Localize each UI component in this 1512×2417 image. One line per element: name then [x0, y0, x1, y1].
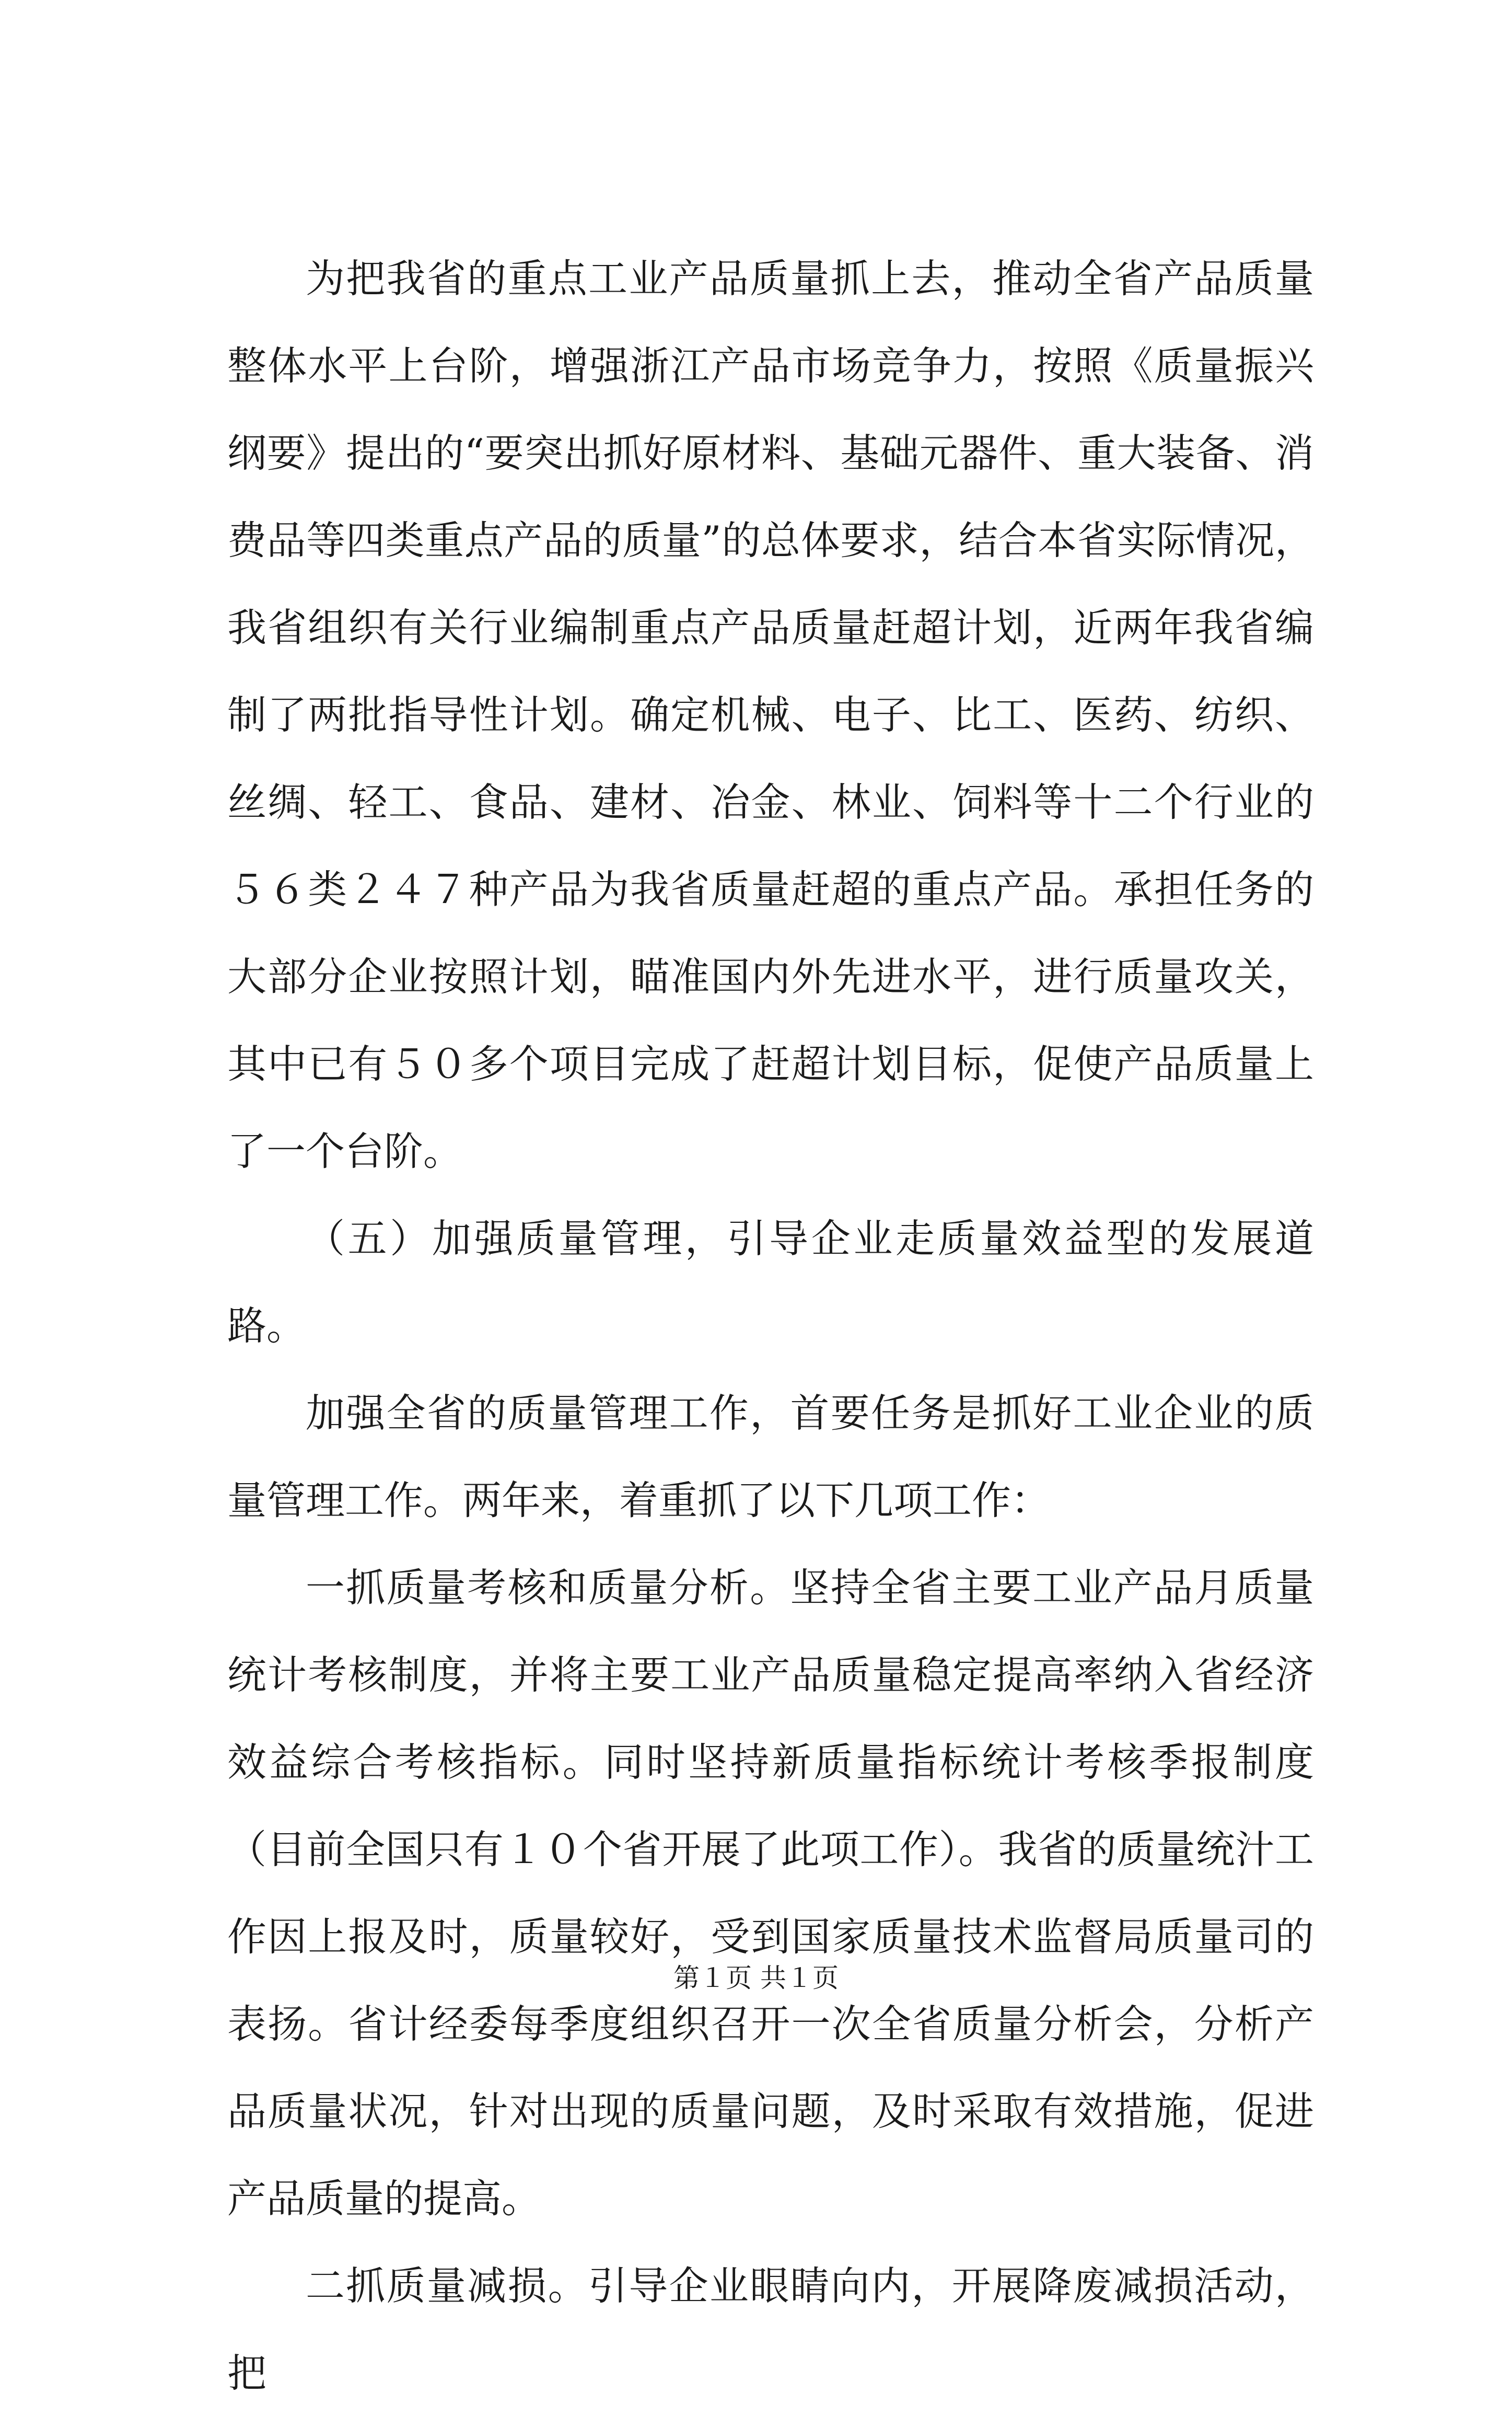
- paragraph-quality-catch-up-plan: 为把我省的重点工业产品质量抓上去，推动全省产品质量整体水平上台阶，增强浙江产品市场竞争力，按照《质量振兴纲要》提出的“要突出抓好原材料、基础元器件、重大装备、消费品等四类重点产品的质量”的总体要求，结合本省实际情况，我省组织有关行业编制重点产品质量赶超计划，近两年我省编制了两批指导性计划。确定机械、电子、比工、医药、纺织、丝绸、轻工、食品、建材、冶金、林业、饲料等十二个行业的５６类２４７种产品为我省质量赶超的重点产品。承担任务的大部分企业按照计划，瞄准国内外先进水平，进行质量攻关，其中已有５０多个项目完成了赶超计划目标，促使产品质量上了一个台阶。: [227, 256, 1314, 1174]
- paragraph-quality-assessment: 一抓质量考核和质量分析。坚持全省主要工业产品月质量统计考核制度，并将主要工业产品质量稳定提高率纳入省经济效益综合考核指标。同时坚持新质量指标统计考核季报制度（目前全国只有１０个省开展了此项工作）。我省的质量统汁工作因上报及时，质量较好，受到国家质量技术监督局质量司的表扬。省计经委每季度组织召开一次全省质量分析会，分析产品质量状况，针对出现的质量问题，及时采取有效措施，促进产品质量的提高。: [227, 1565, 1314, 2222]
- page-footer: [0, 1960, 1512, 1996]
- page-number: 第１页 共１页: [673, 1963, 839, 1993]
- document-body: [227, 235, 1314, 2417]
- paragraph-section-heading-five: （五）加强质量管理，引导企业走质量效益型的发展道路。: [227, 1216, 1314, 1349]
- paragraph-quality-management-intro: 加强全省的质量管理工作，首要任务是抓好工业企业的质量管理工作。两年来，着重抓了以下几项工作：: [227, 1390, 1314, 1523]
- paragraph-quality-loss-reduction: 二抓质量减损。引导企业眼睛向内，开展降废减损活动，把: [227, 2263, 1314, 2396]
